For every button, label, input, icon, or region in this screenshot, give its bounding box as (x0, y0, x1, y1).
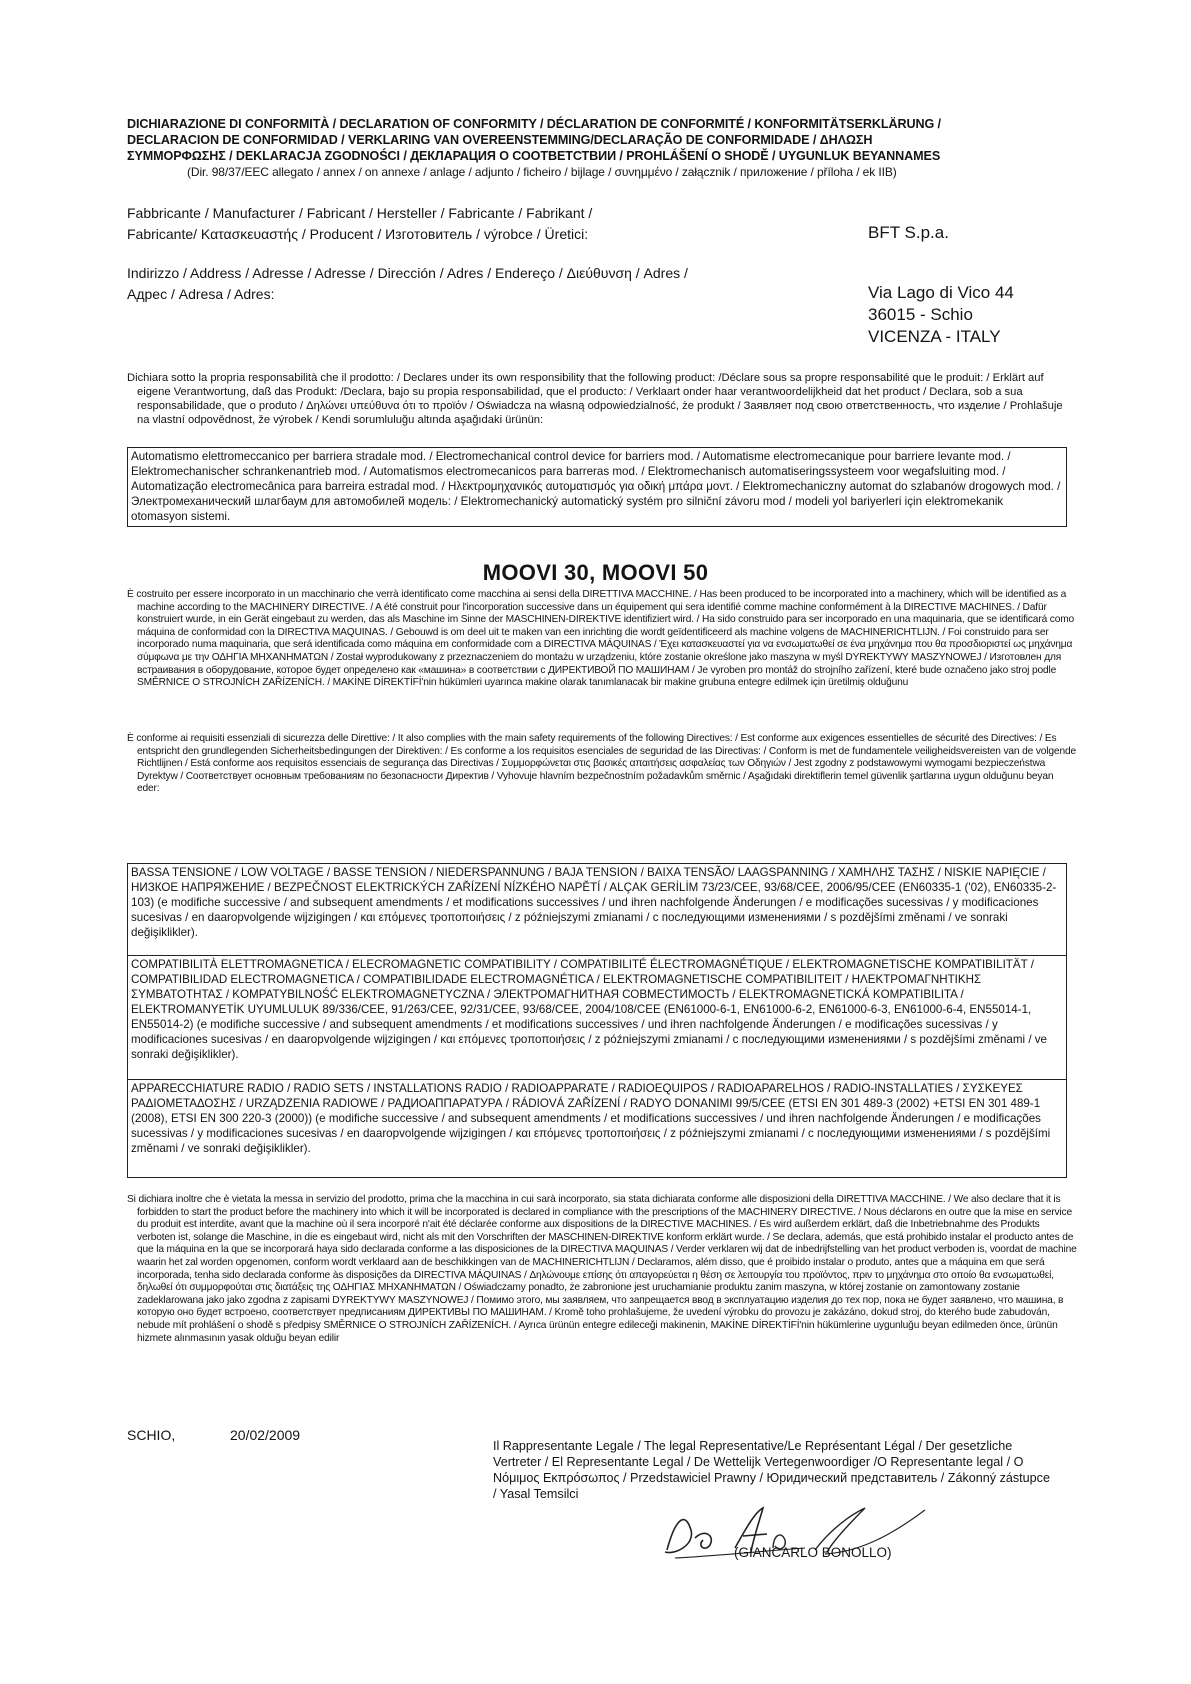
product-description: Automatismo elettromeccanico per barriera stradale mod. / Electromechanical control device for barriers mod. / Automatisme electromecanique pour barriere levante mod. / Elektromechanischer schrankenantrieb mod. / Automatismos electromecanicos para barreras mod. / Elektromechanisch automatiseringssysteem voor wegafsluiting mod. / Automatização electromecânica para barreira estradal mod. / Ηλεκτρομηχανικός αυτοματισμός για οδική μπάρα μοντ. / Elektromechaniczny automat do szlabanów drogowych mod. / Электромеханический шлагбаум для автомобилей модель: / Elektromechanický automatický systém pro silniční závoru mod / modeli yol bariyerleri için elektromekanik otomasyon sistemi. (131, 450, 1061, 523)
manufacturer-label (127, 203, 827, 245)
address-label-line-1: Indirizzo / Address / Adresse / Adresse / Dirección / Adres / Endereço / Διεύθυνση / Adres / (127, 265, 688, 281)
manufacturer-label-line-2: Fabricante/ Κατασκευαστής / Producent / Изготовитель / výrobce / Üretici: (127, 226, 589, 242)
address-label (127, 263, 827, 305)
manufacturer-label-line-1: Fabbricante / Manufacturer / Fabricant / Hersteller / Fabricante / Fabrikant / (127, 205, 593, 221)
model-title: MOOVI 30, MOOVI 50 (482, 560, 709, 585)
header-line-3: ΣΥΜΜΟΡΦΩΣΗΣ / DEKLARACJA ZGODNOŚCI / ДЕКЛАРАЦИЯ О СООТВЕТСТВИИ / PROHLÁŠENÍ O SHODĚ / UYGUNLUK BEYANNAMES (127, 149, 941, 163)
directive-emc: COMPATIBILITÀ ELETTROMAGNETICA / ELECROMAGNETIC COMPATIBILITY / COMPATIBILITÉ ÉLECTROMAGNÉTIQUE / ELEKTROMAGNETISCHE KOMPATIBILITÄT / COMPATIBILIDAD ELECTROMAGNETICA / COMPATIBILIDADE ELECTROMAGNÉTICA / ELEKTROMAGNETISCHE COMPATIBILITEIT / ΗΛΕΚΤΡΟΜΑΓΝΗΤΙΚΗΣ ΣΥΜΒΑΤΟΤΗΤΑΣ / KOMPATYBILNOŚĆ ELEKTROMAGNETYCZNA / ЭЛЕКТРОМАГНИТНАЯ СОВМЕСТИМОСТЬ / ELEKTROMAGNETICKÁ KOMPATIBILITA / ELEKTROMANYETİK UYUMLULUK 89/336/CEE, 91/263/CEE, 92/31/CEE, 93/68/CEE, 2004/108/CEE (EN61000-6-1, EN61000-6-2, EN61000-6-3, EN61000-6-4, EN55014-1, EN55014-2) (e modifiche successive / and subsequent amendments / et modifications successives / und ihren nachfolgende Änderungen / e modificações sucessivas / y modificaciones sucesivas / en daaropvolgende wijzigingen / και επόμενες τροποποιήσεις / z późniejszymi zmianami / с последующими изменениями / s pozdějšími změnami / ve sonraki değişiklikler). (128, 955, 1066, 1079)
signature-place: SCHIO, (127, 1427, 176, 1443)
directives-box (127, 863, 1067, 1178)
address-value (868, 282, 1098, 348)
address-province-country: VICENZA - ITALY (868, 327, 1001, 346)
signature-date: 20/02/2009 (230, 1427, 301, 1443)
directive-annex-line: (Dir. 98/37/EEC allegato / annex / on annexe / anlage / adjunto / ficheiro / bijlage / συνημμένο / załącznik / приложение / příloha / ek IIB) (187, 165, 897, 179)
signatory-name: (GIANCARLO BONOLLO) (734, 1545, 892, 1560)
address-postcode-city: 36015 - Schio (868, 305, 973, 324)
declaration-header (127, 116, 1067, 180)
address-label-line-2: Адрес / Adresa / Adres: (127, 286, 275, 302)
product-description-box (127, 447, 1067, 527)
declares-paragraph: Dichiara sotto la propria responsabilità che il prodotto: / Declares under its own responsibility that the following product: /Déclare sous sa propre responsabilité que le produit: / Erklärt auf eigene Verantwortung, daß das Produkt: /Declara, bajo su propia responsabilidad, que el producto: / Verklaart onder haar verantwoordelijkheid dat het product / Declara, sob a sua responsabilidade, que o produto / Δηλώνει υπεύθυνα ότι το προϊόν / Oświadcza na własną odpowiedzialność, że produkt / Заявляет под свою ответственность, что изделие / Prohlašuje na vlastní odpovědnost, že výrobek / Kendi sorumluluğu altında aşağıdaki ürünün: (127, 372, 1063, 426)
directive-low-voltage: BASSA TENSIONE / LOW VOLTAGE / BASSE TENSION / NIEDERSPANNUNG / BAJA TENSION / BAIXA TENSÃO/ LAAGSPANNING / ΧΑΜΗΛΗΣ ΤΑΣΗΣ / NISKIE NAPIĘCIE / НИЗКОЕ НАПРЯЖЕНИЕ / BEZPEČNOST ELEKTRICKÝCH ZAŘÍZENÍ NÍZKÉHO NAPĚTÍ / ALÇAK GERİLİM 73/23/CEE, 93/68/CEE, 2006/95/CEE (EN60335-1 ('02), EN60335-2-103) (e modifiche successive / and subsequent amendments / et modifications successives / und ihren nachfolgende Änderungen / e modificações sucessivas / y modificaciones sucesivas / en daaropvolgende wijzigingen / και επόμενες τροποποιήσεις / z późniejszymi zmianami / с последующими изменениями / s pozdějšími změnami / ve sonraki değişiklikler). (131, 866, 1057, 939)
safety-requirements-paragraph: È conforme ai requisiti essenziali di sicurezza delle Direttive: / It also complies with the main safety requirements of the following Directives: / Est conforme aux exigences essentielles de sécurité des Directives: / Es entspricht den grundlegenden Sicherheitsbedingungen der Direktiven: / Es conforme a los requisitos esenciales de seguridad de las Directivas: / Conform is met de fundamentele veiligheidsvereisten van de volgende Richtlijnen / Está conforme aos requisitos essenciais de segurança das Directivas / Συμμορφώνεται στις βασικές απαιτήσεις ασφαλείας των Οδηγιών / Jest zgodny z podstawowymi wymogami bezpieczeństwa Dyrektyw / Соответствует основным требованиям по безопасности Директив / Vyhovuje hlavním bezpečnostním požadavkům směrnic / Aşağıdaki direktiflerin temel güvenlik şartlarına uygun olduğunu beyan eder: (127, 733, 1076, 795)
directive-radio: APPARECCHIATURE RADIO / RADIO SETS / INSTALLATIONS RADIO / RADIOAPPARATE / RADIOEQUIPOS / RADIOAPARELHOS / RADIO-INSTALLATIES / ΣΥΣΚΕΥΕΣ ΡΑΔΙΟΜΕΤΑΔΟΣΗΣ / URZĄDZENIA RADIOWE / РАДИОАППАРАТУРА / RÁDIOVÁ ZAŘÍZENÍ / RADYO DONANIMI 99/5/CEE (ETSI EN 301 489-3 (2002) +ETSI EN 301 489-1 (2008), ETSI EN 300 220-3 (2000)) (e modifiche successive / and subsequent amendments / et modifications successives / und ihren nachfolgende Änderungen / e modificações sucessivas / y modificaciones sucesivas / en daaropvolgende wijzigingen / και επόμενες τροποποιήσεις / z późniejszymi zmianami / с последующими изменениями / s pozdějšími změnami / ve sonraki değişiklikler). (128, 1079, 1066, 1157)
manufacturer-value: BFT S.p.a. (868, 223, 949, 242)
address-street: Via Lago di Vico 44 (868, 283, 1014, 302)
prohibition-paragraph: Si dichiara inoltre che è vietata la messa in servizio del prodotto, prima che la macchina in cui sarà incorporato, sia stata dichiarata conforme alle disposizioni della DIRETTIVA MACCHINE. / We also declare that it is forbidden to start the product before the machinery into which it will be incorporated is declared in compliance with the prescriptions of the MACHINERY DIRECTIVE. / Nous déclarons en outre que la mise en service du produit est interdite, avant que la machine où il sera incorporé n'ait été déclarée conforme aux dispositions de la DIRECTIVE MACHINES. / Es wird außerdem erklärt, daß die Inbetriebnahme des Produkts verboten ist, solange die Maschine, in die es eingebaut wird, nicht als mit den Vorschriften der MASCHINEN-DIREKTIVE konform erklärt wurde. / Se declara, además, que está prohibido instalar el producto antes de que la máquina en la que se incorporará haya sido declarada conforme a las disposiciones de la DIRECTIVA MAQUINAS / Verder verklaren wij dat de inbedrijfstelling van het product verboden is, voordat de machine waarin het zal worden opgenomen, conform wordt verklaard aan de beschikkingen van de MACHINERICHTLIJN / Declaramos, além disso, que é proibido instalar o produto, antes que a máquina em que será incorporada, tenha sido declarada conforme às disposições da DIRECTIVA MÁQUINAS / Δηλώνουμε επίσης ότι απαγορεύεται η θέση σε λειτουργία του προϊόντος, πριν το μηχάνημα στο οποίο θα ενσωματωθεί, δηλωθεί ότι συμμορφούται στις διατάξεις της ΟΔΗΓΙΑΣ ΜΗΧΑΝΗΜΑΤΩΝ / Oświadczamy ponadto, że zabronione jest uruchamianie produktu zanim maszyna, w której zostanie on zamontowany zostanie zadeklarowana jako jako zgodna z zapisami DYREKTYWY MASZYNOWEJ / Помимо этого, мы заявляем, что запрещается ввод в эксплуатацию изделия до тех пор, пока не будет заявлено, что машина, в которую оно будет встроено, соответствует предписаниям ДИРЕКТИВЫ ПО МАШИНАМ. / Kromě toho prohlašujeme, že uvedení výrobku do provozu je zakázáno, dokud stroj, do kterého bude zabudován, nebude mít prohlášení o shodě s předpisy SMĚRNICE O STROJNÍCH ZAŘÍZENÍCH. / Ayrıca ürünün entegre edileceği makinenin, MAKİNE DİREKTİFİ'nin hükümlerine uygunluğu beyan edilmeden önce, ürünün hizmete alınmasının yasak olduğu beyan edilir (127, 1194, 1077, 1344)
header-line-1: DICHIARAZIONE DI CONFORMITÀ / DECLARATION OF CONFORMITY / DÉCLARATION DE CONFORMITÉ / KONFORMITÄTSERKLÄRUNG / (127, 117, 941, 131)
incorporation-paragraph: È costruito per essere incorporato in un macchinario che verrà identificato come macchina ai sensi della DIRETTIVA MACCHINE. / Has been produced to be incorporated into a machinery, which will be identified as a machine according to the MACHINERY DIRECTIVE. / A été construit pour l'incorporation successive dans un équipement qui sera identifié comme machine conformément à la DIRECTIVE MACHINES. / Dafür konstruiert wurde, in ein Gerät eingebaut zu werden, das als Maschine im Sinne der MASCHINEN-DIREKTIVE identifiziert wird. / Ha sido construido para ser incorporado en una maquinaria, que se identificará como máquina de conformidad con la DIRECTIVA MAQUINAS. / Gebouwd is om deel uit te maken van een inrichting die wordt geïdentificeerd als machine volgens de MACHINERICHTLIJN. / Foi construido para ser incorporado numa maquinaria, que será identificada como máquina em conformidade com a DIRECTIVA MÁQUINAS / Έχει κατασκευαστεί για να ενσωματωθεί σε ένα μηχάνημα που θα προσδιοριστεί ως μηχάνημα σύμφωνα με την ΟΔΗΓΙΑ ΜΗΧΑΝΗΜΑΤΩΝ / Został wyprodukowany z przeznaczeniem do montażu w urządzeniu, które zostanie określone jako maszyna w myśl DYREKTYWY MASZYNOWEJ / Изготовлен для встраивания в оборудование, которое будет определено как «машина» в соответствии с ДИРЕКТИВОЙ ПО МАШИНАМ / Je vyroben pro montáž do strojního zařízení, které bude označeno jako stroj podle SMĚRNICE O STROJNÍCH ZAŘÍZENÍCH. / MAKİNE DİREKTİFİ'nin hükümleri uyarınca makine olarak tanımlanacak bir makine grubuna entegre edilmek için üretilmiş olduğunu (127, 589, 1075, 689)
legal-representative-label: Il Rappresentante Legale / The legal Representative/Le Représentant Légal / Der gesetzliche Vertreter / El Representante Legal / De Wettelijk Vertegenwoordiger /O Representante legal / Ο Νόμιμος Εκπρόσωπος / Przedstawiciel Prawny / Юридический представитель / Zákonný zástupce / Yasal Temsilci (493, 1439, 1050, 1501)
header-line-2: DECLARACION DE CONFORMIDAD / VERKLARING VAN OVEREENSTEMMING/DECLARAÇÃO DE CONFORMIDADE / ΔΗΛΩΣΗ (127, 133, 873, 147)
